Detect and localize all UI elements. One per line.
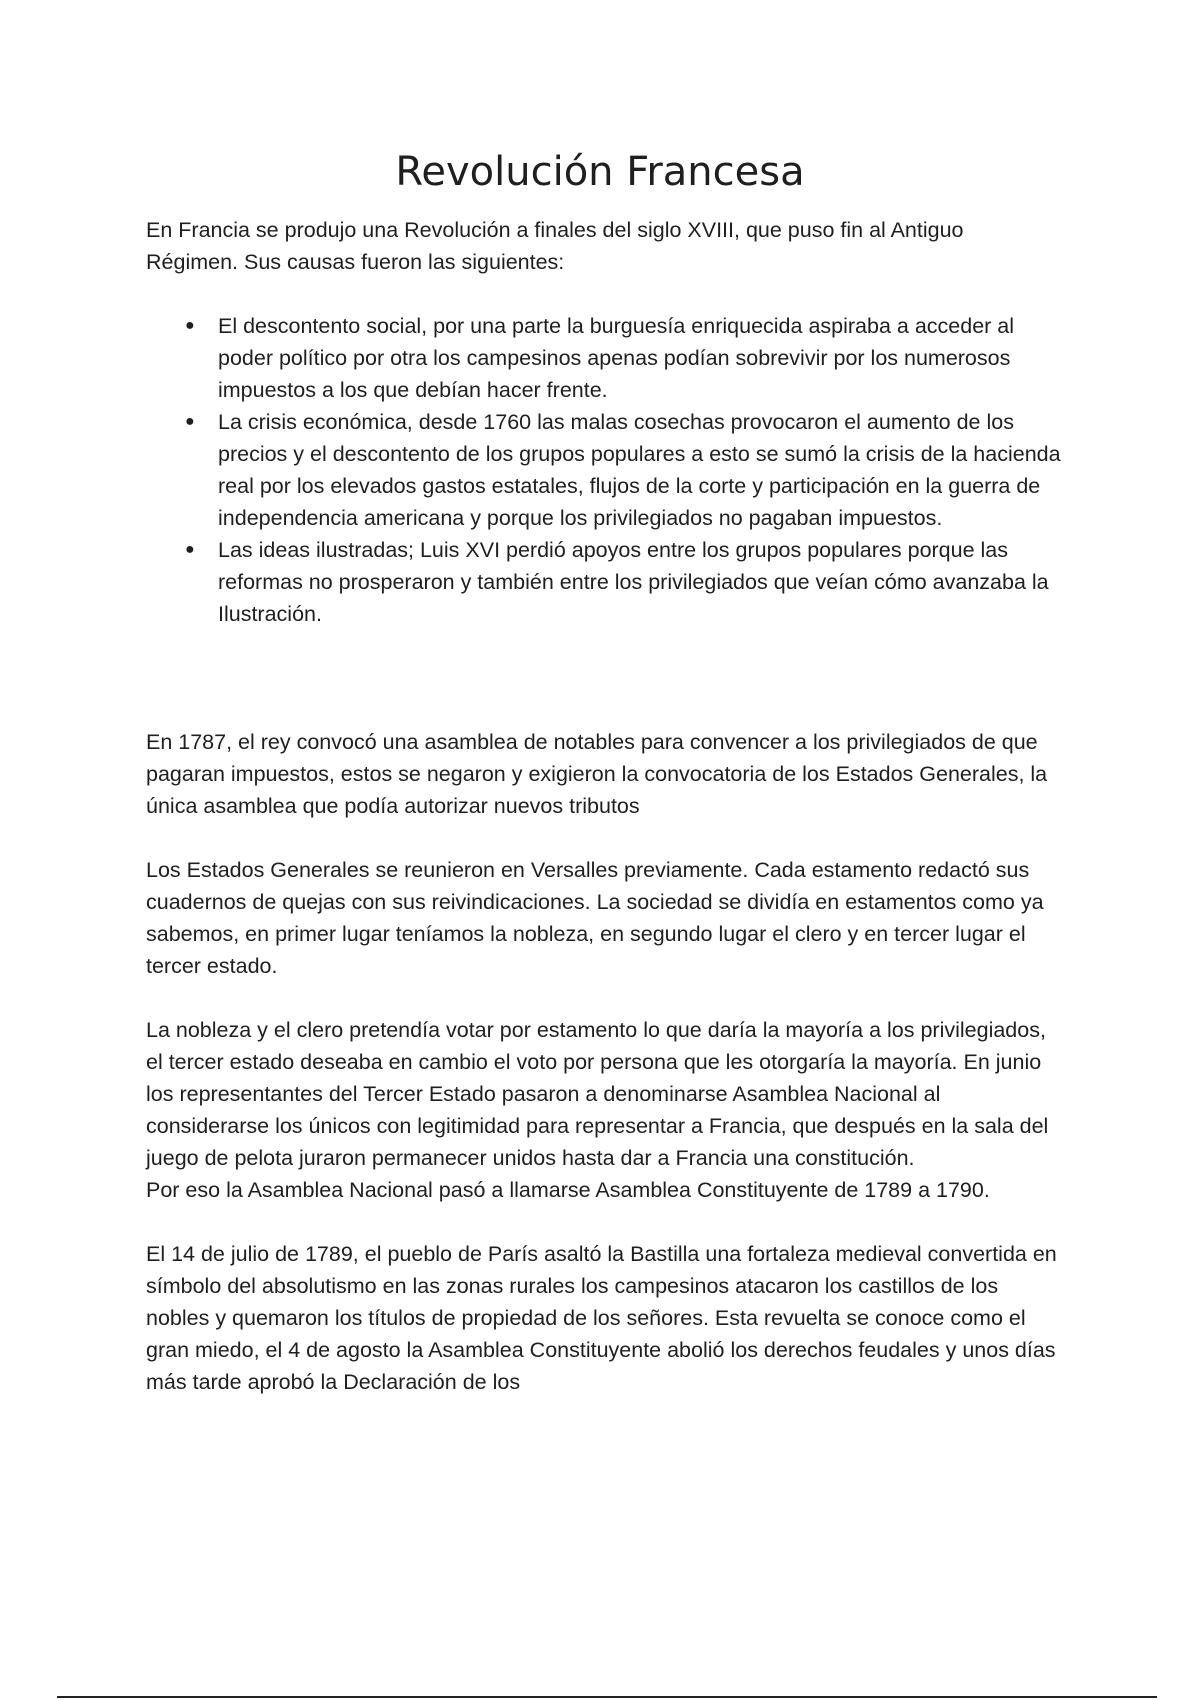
paragraph-1787: En 1787, el rey convocó una asamblea de notables para convencer a los privilegiados de que pagaran impuestos, estos se negaron y exigieron la convocatoria de los Estados Generales, la única asamblea que podía autorizar nuevos tributos — [146, 730, 1048, 818]
causes-list — [146, 310, 1061, 630]
spacer — [146, 982, 1061, 1014]
bullet-icon: ● — [185, 317, 195, 334]
page-bottom-rule — [57, 1696, 1157, 1698]
list-item — [146, 310, 1061, 406]
spacer — [146, 630, 1061, 694]
intro-paragraph: En Francia se produjo una Revolución a finales del siglo XVIII, que puso fin al Antiguo Régimen. Sus causas fueron las siguientes: — [146, 218, 964, 274]
list-item-text: Las ideas ilustradas; Luis XVI perdió apoyos entre los grupos populares porque las reformas no prosperaron y también entre los privilegiados que veían cómo avanzaba la Ilustración. — [218, 538, 1049, 626]
paragraph-votacion: La nobleza y el clero pretendía votar por estamento lo que daría la mayoría a los privilegiados, el tercer estado deseaba en cambio el voto por persona que les otorgaría la mayoría. En junio los representantes del Tercer Estado pasaron a denominarse Asamblea Nacional al considerarse los únicos con legitimidad para representar a Francia, que después en la sala del juego de pelota juraron permanecer unidos hasta dar a Francia una constitución. — [146, 1018, 1049, 1170]
bullet-icon: ● — [185, 413, 195, 430]
list-item — [146, 534, 1061, 630]
paragraph-constituyente: Por eso la Asamblea Nacional pasó a llamarse Asamblea Constituyente de 1789 a 1790. — [146, 1178, 990, 1202]
list-item-text: La crisis económica, desde 1760 las malas cosechas provocaron el aumento de los precios y el descontento de los grupos populares a esto se sumó la crisis de la hacienda real por los elevados gastos estatales, flujos de la corte y participación en la guerra de independencia americana y porque los privilegiados no pagaban impuestos. — [218, 410, 1061, 530]
list-item-text: El descontento social, por una parte la burguesía enriquecida aspiraba a acceder al poder político por otra los campesinos apenas podían sobrevivir por los numerosos impuestos a los que debían hacer frente. — [218, 314, 1015, 402]
paragraph-bastilla: El 14 de julio de 1789, el pueblo de París asaltó la Bastilla una fortaleza medieval convertida en símbolo del absolutismo en las zonas rurales los campesinos atacaron los castillos de los nobles y quemaron los títulos de propiedad de los señores. Esta revuelta se conoce como el gran miedo, el 4 de agosto la Asamblea Constituyente abolió los derechos feudales y unos días más tarde aprobó la Declaración de los — [146, 1242, 1057, 1394]
document-body — [146, 214, 1061, 1398]
paragraph-estados-generales: Los Estados Generales se reunieron en Versalles previamente. Cada estamento redactó sus cuadernos de quejas con sus reivindicaciones. La sociedad se dividía en estamentos como ya sabemos, en primer lugar teníamos la nobleza, en segundo lugar el clero y en tercer lugar el tercer estado. — [146, 858, 1044, 978]
bullet-icon: ● — [185, 541, 195, 558]
spacer — [146, 822, 1061, 854]
spacer — [146, 1206, 1061, 1238]
list-item — [146, 406, 1061, 534]
spacer — [146, 694, 1061, 726]
page-title: Revolución Francesa — [395, 149, 805, 195]
